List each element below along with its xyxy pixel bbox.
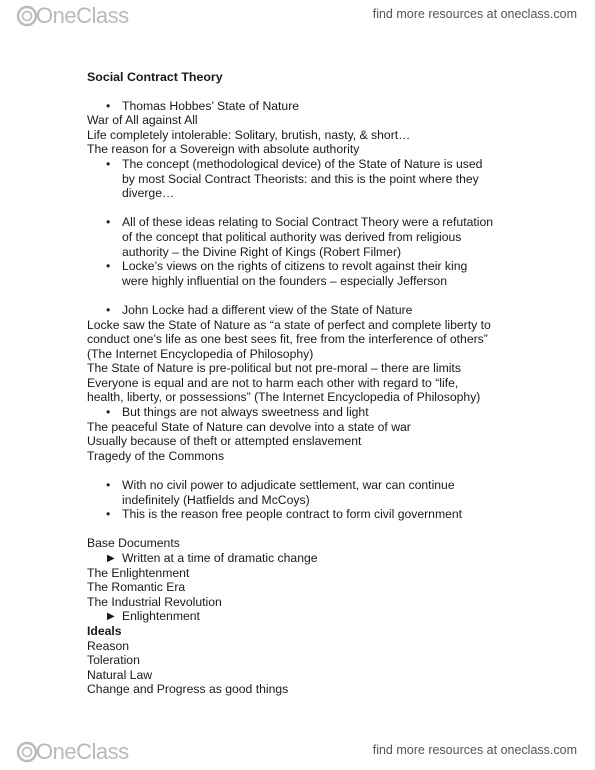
text-line: Base Documents xyxy=(87,536,180,551)
text-line: Tragedy of the Commons xyxy=(87,448,225,463)
bullet-marker: • xyxy=(106,98,111,113)
text-line: (The Internet Encyclopedia of Philosophy) xyxy=(87,346,314,361)
bullet-marker: • xyxy=(106,259,111,274)
page-footer xyxy=(0,736,595,768)
text-line: Usually because of theft or attempted enslavement xyxy=(87,434,362,449)
text-line: The reason for a Sovereign with absolute authority xyxy=(87,142,360,157)
text-line: health, liberty, or possessions” (The Internet Encyclopedia of Philosophy) xyxy=(87,390,481,405)
text-line: War of All against All xyxy=(87,113,198,128)
bullet-continuation: of the concept that political authority was derived from religious xyxy=(122,229,462,244)
oneclass-logo-text: OneClass xyxy=(36,3,129,28)
bullet-marker: • xyxy=(106,215,111,230)
bullet-item: • John Locke had a different view of the State of Nature xyxy=(106,302,413,317)
spacer xyxy=(87,288,587,303)
text-line: The Enlightenment xyxy=(87,565,190,580)
spacer xyxy=(87,522,587,537)
spacer xyxy=(87,463,587,478)
document-title: Social Contract Theory xyxy=(87,70,223,84)
spacer xyxy=(87,201,587,216)
header-resources-link[interactable]: find more resources at oneclass.com xyxy=(372,7,577,21)
bullet-continuation: authority – the Divine Right of Kings (Robert Filmer) xyxy=(122,244,402,259)
text-line: Locke saw the State of Nature as “a state of perfect and complete liberty to xyxy=(87,317,491,332)
bullet-marker: • xyxy=(106,507,111,522)
bullet-marker: • xyxy=(106,478,111,493)
arrow-item: ▶ Written at a time of dramatic change xyxy=(107,551,318,565)
bullet-marker: • xyxy=(106,156,111,171)
footer-resources-link[interactable]: find more resources at oneclass.com xyxy=(372,743,577,757)
bullet-item: • With no civil power to adjudicate settlement, war can continue xyxy=(106,478,455,493)
text-line: Toleration xyxy=(87,653,140,668)
bullet-continuation: were highly influential on the founders – especially Jefferson xyxy=(122,273,447,288)
text-line: Everyone is equal and are not to harm each other with regard to “life, xyxy=(87,375,459,390)
text-line: Reason xyxy=(87,638,130,653)
bullet-item: • All of these ideas relating to Social Contract Theory were a refutation xyxy=(106,215,494,230)
text-line: Life completely intolerable: Solitary, brutish, nasty, & short… xyxy=(87,127,411,142)
arrow-item: ▶ Enlightenment xyxy=(107,609,200,624)
document-body xyxy=(87,70,587,697)
text-line: conduct one’s life as one best sees fit, free from the interference of others” xyxy=(87,332,488,347)
oneclass-logo-text: OneClass xyxy=(36,739,129,764)
text-line: The peaceful State of Nature can devolve into a state of war xyxy=(87,419,411,434)
bullet-item: • The concept (methodological device) of the State of Nature is used xyxy=(106,156,483,171)
bullet-item: • But things are not always sweetness and light xyxy=(106,405,369,420)
bullet-continuation: by most Social Contract Theorists: and this is the point where they xyxy=(122,171,479,186)
oneclass-logo[interactable] xyxy=(16,740,129,764)
bullet-item: • This is the reason free people contract to form civil government xyxy=(106,507,463,522)
arrow-marker-icon: ▶ xyxy=(107,553,115,564)
arrow-marker-icon: ▶ xyxy=(107,611,115,623)
oneclass-logo[interactable] xyxy=(16,4,129,28)
text-line: Change and Progress as good things xyxy=(87,682,289,697)
text-line: The State of Nature is pre-political but not pre-moral – there are limits xyxy=(87,361,461,376)
oneclass-logo-icon xyxy=(16,740,38,764)
bullet-continuation: indefinitely (Hatfields and McCoys) xyxy=(122,492,310,507)
bullet-marker: • xyxy=(106,302,111,317)
oneclass-logo-icon xyxy=(16,4,38,28)
bullet-marker: • xyxy=(106,405,111,420)
text-line: The Romantic Era xyxy=(87,580,186,595)
page-header xyxy=(0,0,595,32)
text-line: Natural Law xyxy=(87,667,153,682)
section-heading: Ideals xyxy=(87,623,122,638)
bullet-item: • Thomas Hobbes’ State of Nature xyxy=(106,98,300,113)
bullet-continuation: diverge… xyxy=(122,186,175,201)
bullet-item: • Locke’s views on the rights of citizens to revolt against their king xyxy=(106,259,468,274)
text-line: The Industrial Revolution xyxy=(87,594,222,609)
